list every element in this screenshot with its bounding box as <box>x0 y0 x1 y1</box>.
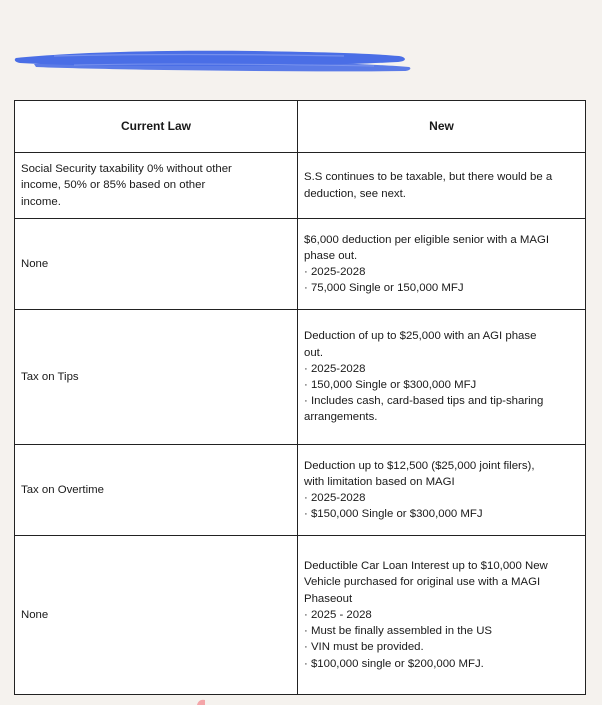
cell-text-line: S.S continues to be taxable, but there would be a <box>304 171 553 184</box>
cell-text-line: Social Security taxability 0% without other <box>21 163 232 176</box>
cell-text-line: out. <box>304 346 323 359</box>
cell-text-line: · 2025-2028 <box>304 266 366 278</box>
cell-text-line: · $150,000 Single or $300,000 MFJ <box>304 508 483 521</box>
table-row <box>15 219 586 310</box>
cell-current-law <box>15 219 298 310</box>
cell-text-line: Deduction up to $12,500 ($25,000 joint filers), <box>304 459 535 472</box>
cell-text-line: income. <box>21 195 61 208</box>
cell-text-line: · Includes cash, card-based tips and tip-sharing <box>304 395 544 408</box>
cell-new <box>298 153 586 219</box>
cell-current-law <box>15 536 298 695</box>
cell-text-line: · VIN must be provided. <box>304 641 424 654</box>
cell-text-line: phase out. <box>304 249 358 262</box>
cell-text-line: Vehicle purchased for original use with a MAGI <box>304 576 541 589</box>
cell-text-line: with limitation based on MAGI <box>304 475 455 488</box>
cell-text-line: None <box>21 257 49 270</box>
table-row <box>15 310 586 445</box>
header-current-law: Current Law <box>15 101 298 153</box>
cell-current-law <box>15 310 298 445</box>
cell-text-line: Tax on Overtime <box>21 483 104 496</box>
header-new: New <box>298 101 586 153</box>
cell-text-line: Tax on Tips <box>21 370 79 383</box>
cell-text-line: deduction, see next. <box>304 187 406 200</box>
cell-current-law <box>15 153 298 219</box>
table-row <box>15 153 586 219</box>
cell-new <box>298 219 586 310</box>
tax-law-comparison-table <box>14 100 586 695</box>
cell-text-line: income, 50% or 85% based on other <box>21 179 206 192</box>
pink-decoration-mark <box>196 699 206 705</box>
cell-text-line: Phaseout <box>304 592 353 605</box>
cell-new <box>298 445 586 536</box>
cell-text-line: Deduction of up to $25,000 with an AGI phase <box>304 330 537 343</box>
cell-text-line: · 150,000 Single or $300,000 MFJ <box>304 379 477 391</box>
cell-current-law <box>15 445 298 536</box>
cell-text-line: · 2025 - 2028 <box>304 608 372 621</box>
cell-new <box>298 310 586 445</box>
cell-text-line: · 2025-2028 <box>304 362 366 375</box>
table-row <box>15 445 586 536</box>
cell-text-line: · 75,000 Single or 150,000 MFJ <box>304 282 464 295</box>
blue-brush-stroke-decoration <box>14 44 414 76</box>
cell-text-line: · $100,000 single or $200,000 MFJ. <box>304 657 484 670</box>
table-row <box>15 536 586 695</box>
cell-text-line: arrangements. <box>304 411 378 424</box>
cell-text-line: · 2025-2028 <box>304 492 366 504</box>
cell-text-line: None <box>21 608 49 621</box>
cell-text-line: · Must be finally assembled in the US <box>304 625 493 638</box>
table-header-row <box>15 101 586 153</box>
cell-new <box>298 536 586 695</box>
cell-text-line: $6,000 deduction per eligible senior with a MAGI <box>304 233 550 246</box>
cell-text-line: Deductible Car Loan Interest up to $10,000 New <box>304 560 548 573</box>
